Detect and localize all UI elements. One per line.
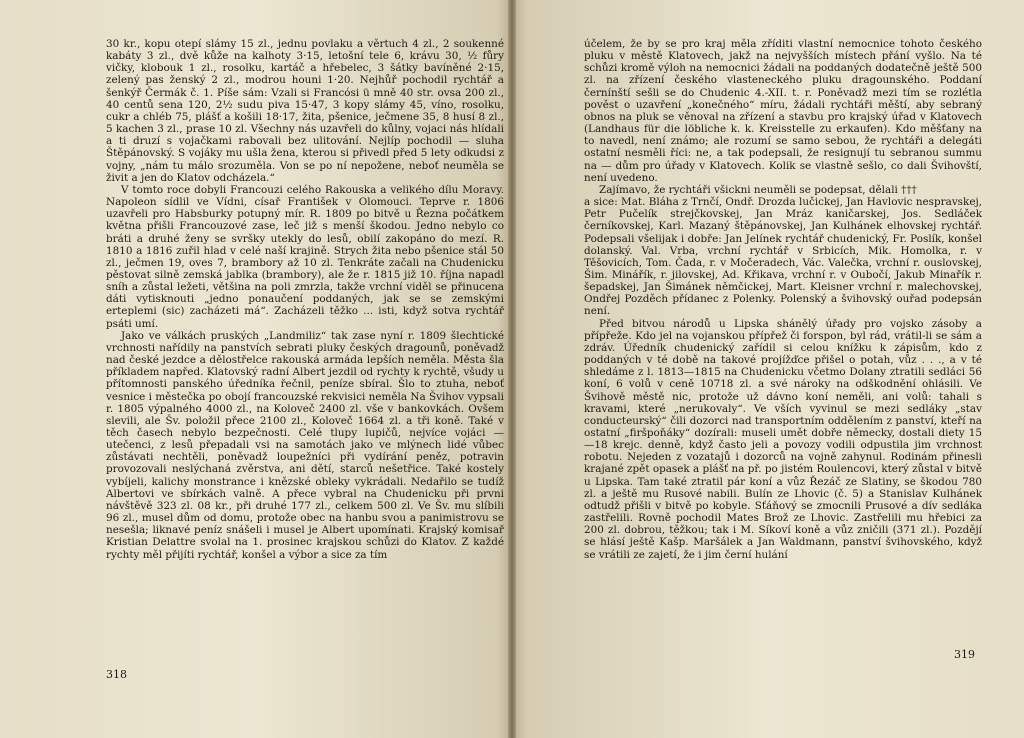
left-page-text: [106, 38, 504, 561]
right-page-text: [584, 38, 982, 561]
paragraph: 30 kr., kopu otepí slámy 15 zl., jednu povlaku a věrtuch 4 zl., 2 soukenné kabáty 3 zl., dvě kůže na kalhoty 3·15, letošní tele 6, krávu 30, ½ fůry vičky, klobouk 1 zl., rosolku, kartáč a hřebelec, 3 šátky bavíněné 2·15, zelený pas ženský 2 zl., modrou houni 1·20. Nejhůř pochodil rychtář a šenkýř Čermák č. 1. Píše sám: Vzali si Francósi ü mně 40 str. ovsa 200 zl., 40 centů sena 120, 2½ sudu piva 15·47, 3 kopy slámy 45, víno, rosolku, cukr a chléb 75, plášť a košili 18·17, žita, pšenice, ječmene 35, 8 husí 8 zl., 5 kachen 3 zl., prase 10 zl. Všechny nás uzavřeli do kůlny, vojaci nás hlídali a ti druzí s vojačkami rabovali bez ulitování. Nejlíp pochodil — sluha Štěpánovský. S vojáky mu ušla žena, kterou si přivedl před 5 lety odkudsi z vojny, „nám tu málo srozuměla. Von se po ní nepožene, neboť neuměla se živit a jen do Klatov odcházela.“: [106, 38, 504, 184]
paragraph: Zajímavo, že rychtáři všickni neuměli se podepsat, dělali †††: [599, 183, 917, 196]
page-number-right: 319: [954, 648, 975, 661]
paragraph: a sice: Mat. Bláha z Trnčí, Ondř. Drozda lučickej, Jan Havlovic nespravskej, Petr Pučelík strejčkovskej, Jan Mráz kaničarskej, Jos. Sedláček černíkovskej, Karl. Mazaný štěpánovskej, Jan Kulhánek elhovskej rychtář. Podepsali všelijak i dobře: Jan Jelínek rychtář chudenický, Fr. Poslík, konšel dolanský. Val. Vrba, vrchní rychtář v Srbicích, Mik. Homolka, r. v Těšovicích, Tom. Čada, r. v Močeradech, Vác. Valečka, vrchní r. ouslovskej, Šim. Minářík, r. jilovskej, Ad. Křikava, vrchní r. v Oubočí, Jakub Minařík r. šepadskej, Jan Šimánek němčickej, Mart. Kleisner vrchní r. malechovskej, Ondřej Pozděch přídanec z Polenky. Polenský a švihovský ouřad podepsán není.: [584, 196, 982, 318]
page-number-left: 318: [106, 668, 127, 681]
paragraph: V tomto roce dobyli Francouzi celého Rakouska a velikého dílu Moravy. Napoleon sídlil ve Vídni, císař František v Olomouci. Teprve r. 1806 uzavřeli pro Habsburky potupný mír. R. 1809 po bitvě u Řezna počátkem května přišli Francouzové zase, leč již s menší škodou. Jedno nebylo co bráti a druhé ženy se svršky utekly do lesů, obilí zakopáno do mezí. R. 1810 a 1816 zuřil hlad v celé naší krajině. Strych žita nebo pšenice stál 50 zl., ječmen 19, oves 7, brambory až 10 zl. Tenkráte začali na Chudenicku pěstovat silně zemská jablka (brambory), ale že r. 1815 již 10. října napadl sníh a zůstal ležeti, většina na poli zmrzla, takže vrchní viděl se přinucena dáti vytisknouti „jedno ponaučení poddaných, jak se se zemskými erteplemi (sic) zacházeti má“. Zacházeli těžko ... isti, když sotva rychtář psáti umí.: [106, 183, 504, 330]
book-gutter: [508, 0, 516, 738]
paragraph: účelem, že by se pro kraj měla zříditi vlastní nemocnice tohoto českého pluku v městě Klatovech, jakž na nejvyšších místech přání vyšlo. Na té schůzi kromě výloh na nemocnici žádali na poddaných dodatečně ještě 500 zl. na zřízení českého vlasteneckého pluku dragounského. Poddaní černínští sešli se do Chudenic 4.-XII. t. r. Poněvadž mezi tím se rozlétla pověst o uzavření „konečného“ míru, žádali rychtáři měští, aby sebraný obnos na pluk se věnoval na zřízení a stavbu pro krajský úřad v Klatovech (Landhaus für die löbliche k. k. Kreisstelle zu erkaufen). Kdo měšťany na to navedl, není známo; ale rozumí se samo sebou, že rychtáři a delegáti ostatní nesměli říci: ne, a tak podepsali, že resignují tu sebranou summu na — dům pro úřady v Klatovech. Kolik se vlastně sešlo, co dali Švihovští, není uvedeno.: [584, 38, 982, 184]
paragraph: Před bitvou národů u Lipska shánělý úřady pro vojsko zásoby a přípřeže. Kdo jel na vojanskou přípřež či forspon, byl rád, vrátil-li se sám a zdráv. Úředník chudenický zařídil si celou knížku k zápisům, kdo z poddaných v té době na takové projížďce přišel o potah, vůz . . ., a v té shledáme z l. 1813—1815 na Chudenicku včetmo Dolany ztratili sedláci 56 koní, 6 volů v ceně 10718 zl. a své nároky na odškodnění ohlásili. Ve Švihově městě nic, protože už dávno koní neměli, ani volů: tahali s kravami, které „nerukovaly“. Ve vších vyvinul se mezi sedláky „stav conducteurský“ čili dozorci nad transportním oddělením z panství, kteří na ostatní „firšpoňáky“ dozírali: museli umět dobře německy, dostali diety 15—18 krejc. denně, když často jeli a povozy vodili odpustila jim vrchnost robotu. Nejeden z vozatajů i dozorců na vojně zahynul. Rodinám přinesli krajané zpět opasek a plášť na př. po jistém Roulencovi, který zůstal v bitvě u Lipska. Tam také ztratil pár koní a vůz Řezáč ze Slatiny, se škodou 780 zl. a ještě mu Rusové nabili. Bulín ze Lhovic (č. 5) a Stanislav Kulhánek odtudž přišli v bitvě po kobyle. Sťáňový se zmocnili Prusové a dív sedláka zastřelili. Rovně pochodil Mates Brož ze Lhovic. Zastřelili mu hřebici za 200 zl. dobrou, těžkou; tak i M. Síkoví koně a vůz zničili (371 zl.). Pozdějí se hlásí ještě Kašp. Maršálek a Jan Waldmann, panství švihovského, když se vrátili ze zajetí, že i jim černí hulání: [584, 317, 982, 561]
right-page: [512, 0, 1024, 738]
paragraph: Jako ve válkách pruských „Landmiliz“ tak zase nyní r. 1809 šlechtické vrchnosti nařídily na panstvích sebrati pluky českých dragounů, poněvadž nad české jezdce a dělostřelce rakouská armáda lepších neměla. Města šla příkladem napřed. Klatovský radní Albert jezdil od rychty k rychtě, všudy u přítomnosti panského úředníka řečnil, peníze sbíral. Šlo to ztuha, neboť vesnice i městečka po obojí francouzské rekvisici neměla Na Švihov vypsali r. 1805 výpalného 4000 zl., na Koloveč 2400 zl. vše v bankovkách. Ovšem slevili, ale Šv. položil přece 2100 zl., Koloveč 1664 zl. a tři koně. Také v těch časech nebylo bezpečnosti. Celé tlupy lupičů, nejvíce vojáci — utečenci, z lesů přepadali vsi na samotách jako ve mlýnech lidé vůbec zůstávati nechtěli, poněvadž loupežníci při vydírání peněz, potravin provozovali neslýchaná zvěrstva, ani dětí, starců nešetřice. Také kostely vybíjeli, kalichy monstrance i knězské obleky vykrádali. Nedařilo se tudíž Albertovi ve sbírkách valně. A přece vybral na Chudenicku při prvni návštěvě 323 zl. 08 kr., při druhé 177 zl., celkem 500 zl. Ve Šv. mu slíbili 96 zl., musel dům od domu, protože obec na hanbu svou a panimistrovu se nesešla; liknavé peníz snášeli i musel je Albert upomínati. Krajský komisař Kristian Delattre svolal na 1. prosinec krajskou schůzi do Klatov. Z každé rychty měl přijíti rychtář, konšel a výbor a sice za tím: [106, 329, 504, 561]
